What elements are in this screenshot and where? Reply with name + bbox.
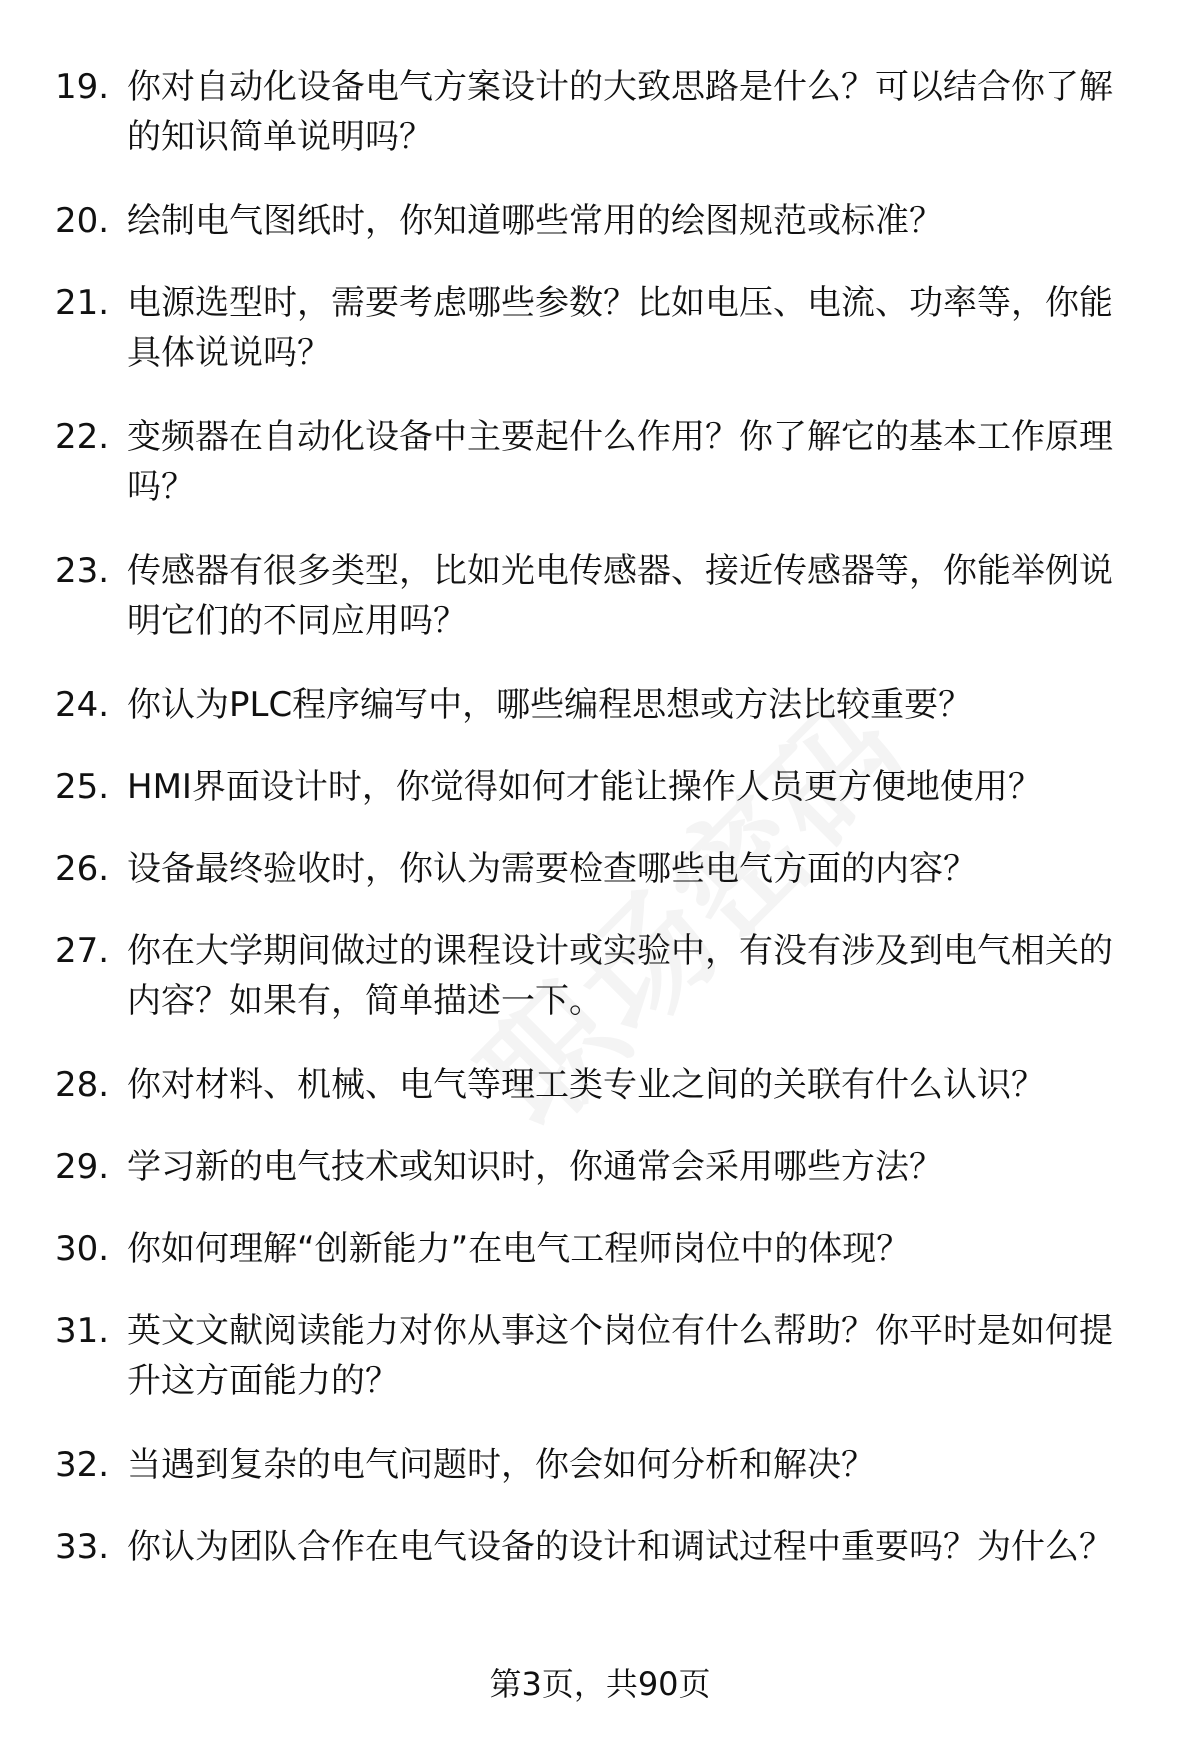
question-number: 25. xyxy=(55,767,110,807)
question-number: 28. xyxy=(55,1065,110,1105)
question-number: 22. xyxy=(55,417,110,457)
question-item xyxy=(55,1142,1145,1192)
question-item xyxy=(55,844,1145,894)
question-number: 21. xyxy=(55,283,110,323)
question-item xyxy=(55,278,1145,378)
question-text: 你认为PLC程序编写中，哪些编程思想或方法比较重要？ xyxy=(127,685,973,725)
question-number: 19. xyxy=(55,67,110,107)
question-text: 你对材料、机械、电气等理工类专业之间的关联有什么认识？ xyxy=(127,1065,1045,1105)
question-number: 26. xyxy=(55,849,110,889)
question-text: 设备最终验收时，你认为需要检查哪些电气方面的内容？ xyxy=(127,849,977,889)
question-item xyxy=(55,926,1145,1026)
question-text: 绘制电气图纸时，你知道哪些常用的绘图规范或标准？ xyxy=(127,201,943,241)
question-number: 30. xyxy=(55,1229,110,1269)
question-number: 23. xyxy=(55,551,110,591)
question-text: 你如何理解“创新能力”在电气工程师岗位中的体现？ xyxy=(127,1229,911,1269)
question-text: 变频器在自动化设备中主要起什么作用？你了解它的基本工作原理吗？ xyxy=(127,417,1113,507)
question-item xyxy=(55,1440,1145,1490)
question-item xyxy=(55,546,1145,646)
question-text: 你对自动化设备电气方案设计的大致思路是什么？可以结合你了解的知识简单说明吗？ xyxy=(127,67,1113,157)
page-footer: 第3页，共90页 xyxy=(489,1665,711,1703)
question-text: 学习新的电气技术或知识时，你通常会采用哪些方法？ xyxy=(127,1147,943,1187)
question-text: 电源选型时，需要考虑哪些参数？比如电压、电流、功率等，你能具体说说吗？ xyxy=(127,283,1113,373)
question-item xyxy=(55,762,1145,812)
question-number: 31. xyxy=(55,1311,110,1351)
question-item xyxy=(55,680,1145,730)
question-text: 英文文献阅读能力对你从事这个岗位有什么帮助？你平时是如何提升这方面能力的？ xyxy=(127,1311,1113,1401)
question-text: 传感器有很多类型，比如光电传感器、接近传感器等，你能举例说明它们的不同应用吗？ xyxy=(127,551,1113,641)
question-text: HMI界面设计时，你觉得如何才能让操作人员更方便地使用？ xyxy=(127,767,1042,807)
question-text: 你在大学期间做过的课程设计或实验中，有没有涉及到电气相关的内容？如果有，简单描述一下。 xyxy=(127,931,1113,1021)
question-item xyxy=(55,1522,1145,1572)
question-number: 33. xyxy=(55,1527,110,1567)
question-number: 29. xyxy=(55,1147,110,1187)
question-item xyxy=(55,412,1145,512)
question-item xyxy=(55,1060,1145,1110)
question-item xyxy=(55,1224,1145,1274)
question-text: 当遇到复杂的电气问题时，你会如何分析和解决？ xyxy=(127,1445,875,1485)
question-number: 32. xyxy=(55,1445,110,1485)
question-number: 20. xyxy=(55,201,110,241)
question-number: 27. xyxy=(55,931,110,971)
question-number: 24. xyxy=(55,685,110,725)
question-item xyxy=(55,1306,1145,1406)
question-item xyxy=(55,62,1145,162)
question-text: 你认为团队合作在电气设备的设计和调试过程中重要吗？为什么？ xyxy=(127,1527,1113,1567)
question-list xyxy=(55,62,1145,1606)
question-item xyxy=(55,196,1145,246)
